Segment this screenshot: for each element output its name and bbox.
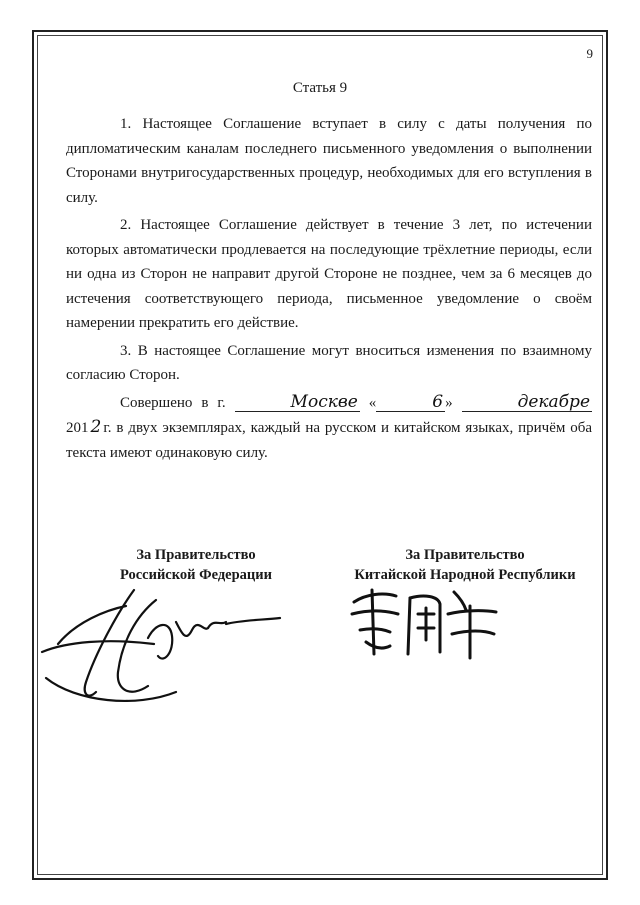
signatory-china-line1: За Правительство bbox=[405, 547, 525, 563]
signature-scribble-icon bbox=[36, 582, 286, 712]
paragraph-2: 2. Настоящее Соглашение действует в течение 3 лет, по истечении которых автоматически продлевается на последующие трёхлетние периоды, если ни одна из Сторон не направит другой Стороне не позднее, чем за 6 месяцев до истечения соответствующего периода, письменное уведомление о своём намерении прекратить его действие. bbox=[66, 217, 592, 331]
done-rest: в двух экземплярах, каждый на русском и китайском языках, причём оба текста имеют одинаковую силу. bbox=[66, 420, 592, 461]
chinese-signature-icon bbox=[344, 584, 504, 664]
paragraph-1: 1. Настоящее Соглашение вступает в силу с даты получения по дипломатическим каналам последнего письменного уведомления о выполнении Сторонами внутригосударственных процедур, необходимых для его вступления в силу. bbox=[66, 116, 592, 206]
handwritten-year-digit: 2 bbox=[90, 417, 102, 437]
handwritten-city: Москве bbox=[235, 393, 360, 412]
signatory-russia bbox=[76, 545, 316, 585]
article-body bbox=[66, 112, 592, 468]
year-prefix: 201 bbox=[66, 420, 89, 436]
page-number: 9 bbox=[586, 46, 593, 61]
signatory-china bbox=[330, 545, 600, 585]
signatory-russia-line1: За Правительство bbox=[136, 547, 256, 563]
signatory-russia-line2: Российской Федерации bbox=[119, 567, 272, 583]
signatory-china-line2: Китайской Народной Республики bbox=[354, 567, 576, 583]
article-title: Статья 9 bbox=[292, 80, 348, 96]
done-prefix: Совершено в г. bbox=[120, 394, 226, 411]
handwritten-month: декабре bbox=[462, 393, 592, 412]
quote-close: » bbox=[445, 394, 453, 411]
handwritten-day: 6 bbox=[376, 393, 445, 412]
quote-open: « bbox=[368, 394, 377, 411]
year-end: г. bbox=[103, 420, 112, 436]
paragraph-3: 3. В настоящее Соглашение могут вноситься изменения по взаимному согласию Сторон. bbox=[66, 342, 592, 383]
done-clause bbox=[66, 391, 592, 466]
